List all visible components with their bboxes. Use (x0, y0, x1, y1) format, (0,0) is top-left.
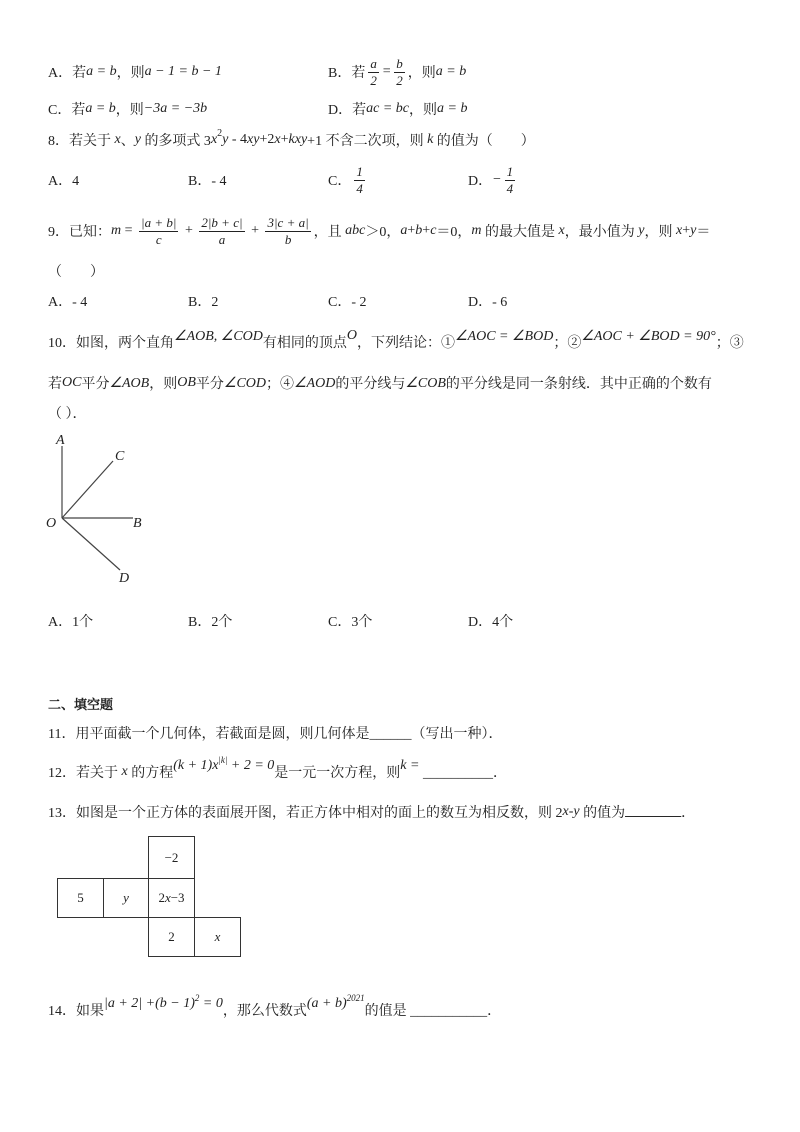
text-segment: 13．如图是一个正方体的表面展开图，若正方体中相对的面上的数互为相反数，则 2 (48, 806, 563, 821)
fraction-numerator: a (370, 55, 377, 71)
text-segment: ，则 (644, 225, 676, 240)
text-segment: ，且 (313, 225, 346, 240)
q7-option-a (48, 52, 222, 92)
text-segment: + (247, 223, 263, 238)
fraction (354, 164, 365, 197)
net-cell-left-value: 5 (77, 890, 84, 905)
math-expression: ∠AOB, ∠COD (174, 328, 263, 344)
text-segment: + (181, 223, 197, 238)
fraction-denominator: 4 (356, 180, 363, 196)
text-segment: 12．若关于 (48, 766, 122, 781)
math-expression: abc (345, 223, 366, 238)
net-cell-right (194, 917, 241, 957)
q8-option-a (48, 160, 79, 200)
math-expression: ∠COD (223, 375, 266, 391)
fraction (139, 215, 178, 248)
text-segment: 的多项式 3 (140, 134, 211, 149)
net-cell-y-value: y (123, 890, 129, 905)
text-segment: +1 不含二次项，则 (307, 134, 428, 149)
math-expression: (k + 1)x (173, 758, 219, 773)
superscript: |k| (218, 755, 228, 765)
fraction-denominator: 2 (370, 72, 377, 88)
text-segment: 平分 (195, 377, 224, 392)
ray-oc (62, 461, 113, 518)
text-segment: A．1个 (48, 615, 94, 630)
text-segment: ＝0， (436, 225, 472, 240)
q11-stem (48, 713, 502, 753)
net-cell-top-value: −2 (164, 849, 179, 865)
q12-stem (48, 752, 507, 792)
text-segment: ，则 (115, 103, 144, 118)
text-segment: = (121, 223, 137, 238)
q10-angle-figure (40, 430, 150, 590)
math-expression: −3a = −3b (143, 101, 208, 116)
math-expression: x (562, 804, 569, 819)
fraction-denominator: b (284, 231, 292, 247)
superscript: 2021 (346, 993, 365, 1003)
math-expression: a = b (85, 101, 116, 116)
q9-option-d (468, 281, 507, 321)
q8-option-b (188, 160, 227, 200)
text-segment: 若 (48, 377, 62, 392)
net-cell-bottom-value: 2 (168, 929, 175, 944)
math-expression: b (415, 223, 423, 238)
text-segment: + (422, 223, 431, 238)
text-segment: - (568, 804, 574, 819)
text-segment: C．若 (48, 103, 86, 118)
text-segment: 14．如果 (48, 1004, 104, 1019)
label-o: O (46, 516, 57, 531)
text-segment: ，下列结论：① (357, 336, 455, 351)
q10-option-c (328, 601, 372, 641)
math-expression: x (675, 223, 683, 238)
net-cell-y (103, 878, 149, 918)
math-expression: y (222, 132, 229, 147)
math-expression: y (690, 223, 697, 238)
text-segment: D．- 6 (468, 295, 508, 310)
ray-od (62, 518, 120, 570)
math-expression: x (114, 132, 121, 147)
text-segment: ，则 (116, 66, 145, 81)
text-segment: （ ） (48, 265, 104, 280)
math-expression: O (346, 328, 357, 343)
q14-stem (48, 990, 501, 1030)
text-segment: 的方程 (127, 766, 174, 781)
math-expression: a − 1 = b − 1 (144, 64, 222, 79)
text-segment: B．2 (188, 295, 219, 310)
text-segment: 的值为 (579, 806, 626, 821)
fraction-denominator: 4 (506, 180, 514, 196)
text-segment: 的值为（ ） (433, 134, 535, 149)
fraction-denominator: c (155, 231, 162, 247)
fraction (394, 56, 405, 89)
text-segment: B．若 (328, 66, 366, 81)
math-expression: k = (400, 758, 420, 773)
q8-option-c (328, 160, 368, 200)
text-segment: ；② (553, 336, 582, 351)
text-segment: + (280, 132, 289, 147)
fraction-numerator: 1 (506, 163, 514, 179)
math-expression: |a + 2| +(b − 1) (104, 996, 195, 1011)
math-expression: − (492, 172, 502, 187)
math-expression: a = b (435, 64, 467, 79)
math-expression: x (558, 223, 565, 238)
superscript: 2 (217, 127, 223, 139)
fraction-numerator: b (396, 55, 403, 71)
math-expression: x (210, 132, 218, 147)
math-expression: y (638, 223, 645, 238)
label-a: A (56, 433, 65, 448)
math-expression: ∠AOC + ∠BOD = 90° (581, 328, 716, 344)
text-segment: ，最小值为 (564, 225, 639, 240)
math-expression: ∠AOB (109, 375, 150, 391)
text-segment: ；④ (266, 377, 294, 392)
text-segment: C． (328, 174, 352, 189)
math-expression: a (400, 223, 408, 238)
text-segment: D． (468, 174, 493, 189)
math-expression: ∠AOD (294, 375, 336, 391)
text-segment: - 4 (228, 132, 248, 147)
q9-option-c (328, 281, 367, 321)
answer-blank: ________ (625, 804, 682, 819)
text-segment: ＝ (696, 225, 711, 240)
label-c: C (115, 449, 125, 464)
math-expression: OB (177, 375, 196, 390)
fraction (265, 215, 310, 248)
text-segment: +2 (259, 132, 275, 147)
fraction-denominator: 2 (396, 72, 403, 88)
text-segment: 、 (120, 134, 135, 149)
q10-option-b (188, 601, 232, 641)
math-expression: c (430, 223, 437, 238)
q9-option-a (48, 281, 87, 321)
q10-stem-line1 (48, 322, 744, 362)
math-expression: xy (247, 132, 260, 147)
net-cell-top (148, 836, 195, 879)
text-segment: D．若 (328, 103, 367, 118)
text-segment: 的值是 ___________． (364, 1004, 502, 1019)
text-segment: 的平分线与 (335, 377, 406, 392)
net-cell-bottom (148, 917, 195, 957)
text-segment: B．- 4 (188, 174, 227, 189)
q8-option-d (468, 160, 518, 200)
math-expression: + 2 = 0 (227, 758, 275, 773)
fraction-numerator: |a + b| (141, 214, 177, 230)
math-expression: ∠AOC = ∠BOD (455, 328, 554, 344)
text-segment: 平分 (81, 377, 110, 392)
net-cell-left (57, 878, 104, 918)
q9-option-b (188, 281, 218, 321)
text-segment: + (682, 223, 691, 238)
text-segment: （ ）． (48, 407, 87, 422)
fraction-numerator: 1 (356, 163, 363, 179)
q10-stem-line2 (48, 363, 712, 403)
fraction-numerator: 2|b + c| (201, 214, 243, 230)
text-segment: 是一元一次方程，则 (274, 766, 401, 781)
math-expression: OC (62, 375, 82, 390)
q10-option-a (48, 601, 93, 641)
text-segment: + (407, 223, 416, 238)
math-expression: m (471, 223, 482, 238)
q9-stem (48, 211, 710, 251)
text-segment: ＞0， (365, 225, 401, 240)
math-expression: = 0 (199, 996, 223, 1011)
math-expression: ∠COB (405, 375, 446, 391)
fraction-denominator: a (218, 231, 226, 247)
math-expression: (a + b) (306, 996, 347, 1011)
math-expression: a = b (86, 64, 117, 79)
text-segment: ；③ (715, 336, 744, 351)
q7-option-b (328, 52, 466, 92)
math-expression: kxy (288, 132, 308, 147)
q13-stem (48, 792, 695, 832)
math-expression: x (274, 132, 281, 147)
text-segment: −3 (170, 890, 185, 905)
text-segment: A．- 4 (48, 295, 88, 310)
q10-stem-line3 (48, 393, 87, 433)
net-cell-center (148, 878, 195, 918)
section-title-text: 二、填空题 (48, 697, 114, 713)
text-segment: __________． (419, 766, 507, 781)
text-segment: 11．用平面截一个几何体，若截面是圆，则几何体是______（写出一种）． (48, 727, 503, 742)
text-segment: ，那么代数式 (222, 1004, 307, 1019)
fraction (505, 164, 516, 197)
fraction (199, 215, 244, 248)
text-segment: D．4个 (468, 615, 514, 630)
math-expression: m (111, 223, 122, 238)
text-segment: 10．如图，两个直角 (48, 336, 174, 351)
text-segment: 的平分线是同一条射线．其中正确的个数有 (445, 377, 712, 392)
math-expression: y (573, 804, 580, 819)
math-expression: ac = bc (366, 101, 409, 116)
math-expression: y (134, 132, 141, 147)
math-expression: x (121, 764, 128, 779)
fraction (368, 56, 379, 89)
superscript: 2 (194, 993, 200, 1003)
text-segment: A．若 (48, 66, 87, 81)
text-segment: 的最大值是 (481, 225, 559, 240)
math-expression: = (381, 64, 392, 79)
text-segment: C．3个 (328, 615, 373, 630)
net-cell-right-value: x (214, 929, 221, 944)
math-expression: a = b (437, 101, 468, 116)
q10-option-d (468, 601, 513, 641)
text-segment: 8．若关于 (48, 134, 115, 149)
text-segment: ，则 (409, 103, 437, 118)
text-segment: ． (681, 806, 696, 821)
fraction-numerator: 3|c + a| (267, 214, 309, 230)
math-expression: x (164, 890, 171, 905)
text-segment: 有相同的顶点 (262, 336, 347, 351)
text-segment: C．- 2 (328, 295, 367, 310)
text-segment: ，则 (407, 66, 436, 81)
net-cell-center-value (158, 890, 184, 906)
text-segment: 9．已知： (48, 225, 111, 240)
math-expression: k (427, 132, 434, 147)
text-segment: ，则 (149, 377, 178, 392)
text-segment: B．2个 (188, 615, 233, 630)
text-segment: A．4 (48, 174, 80, 189)
q8-stem (48, 120, 535, 160)
text-segment: 2 (158, 890, 165, 905)
label-d: D (119, 571, 130, 586)
label-b: B (133, 516, 142, 531)
